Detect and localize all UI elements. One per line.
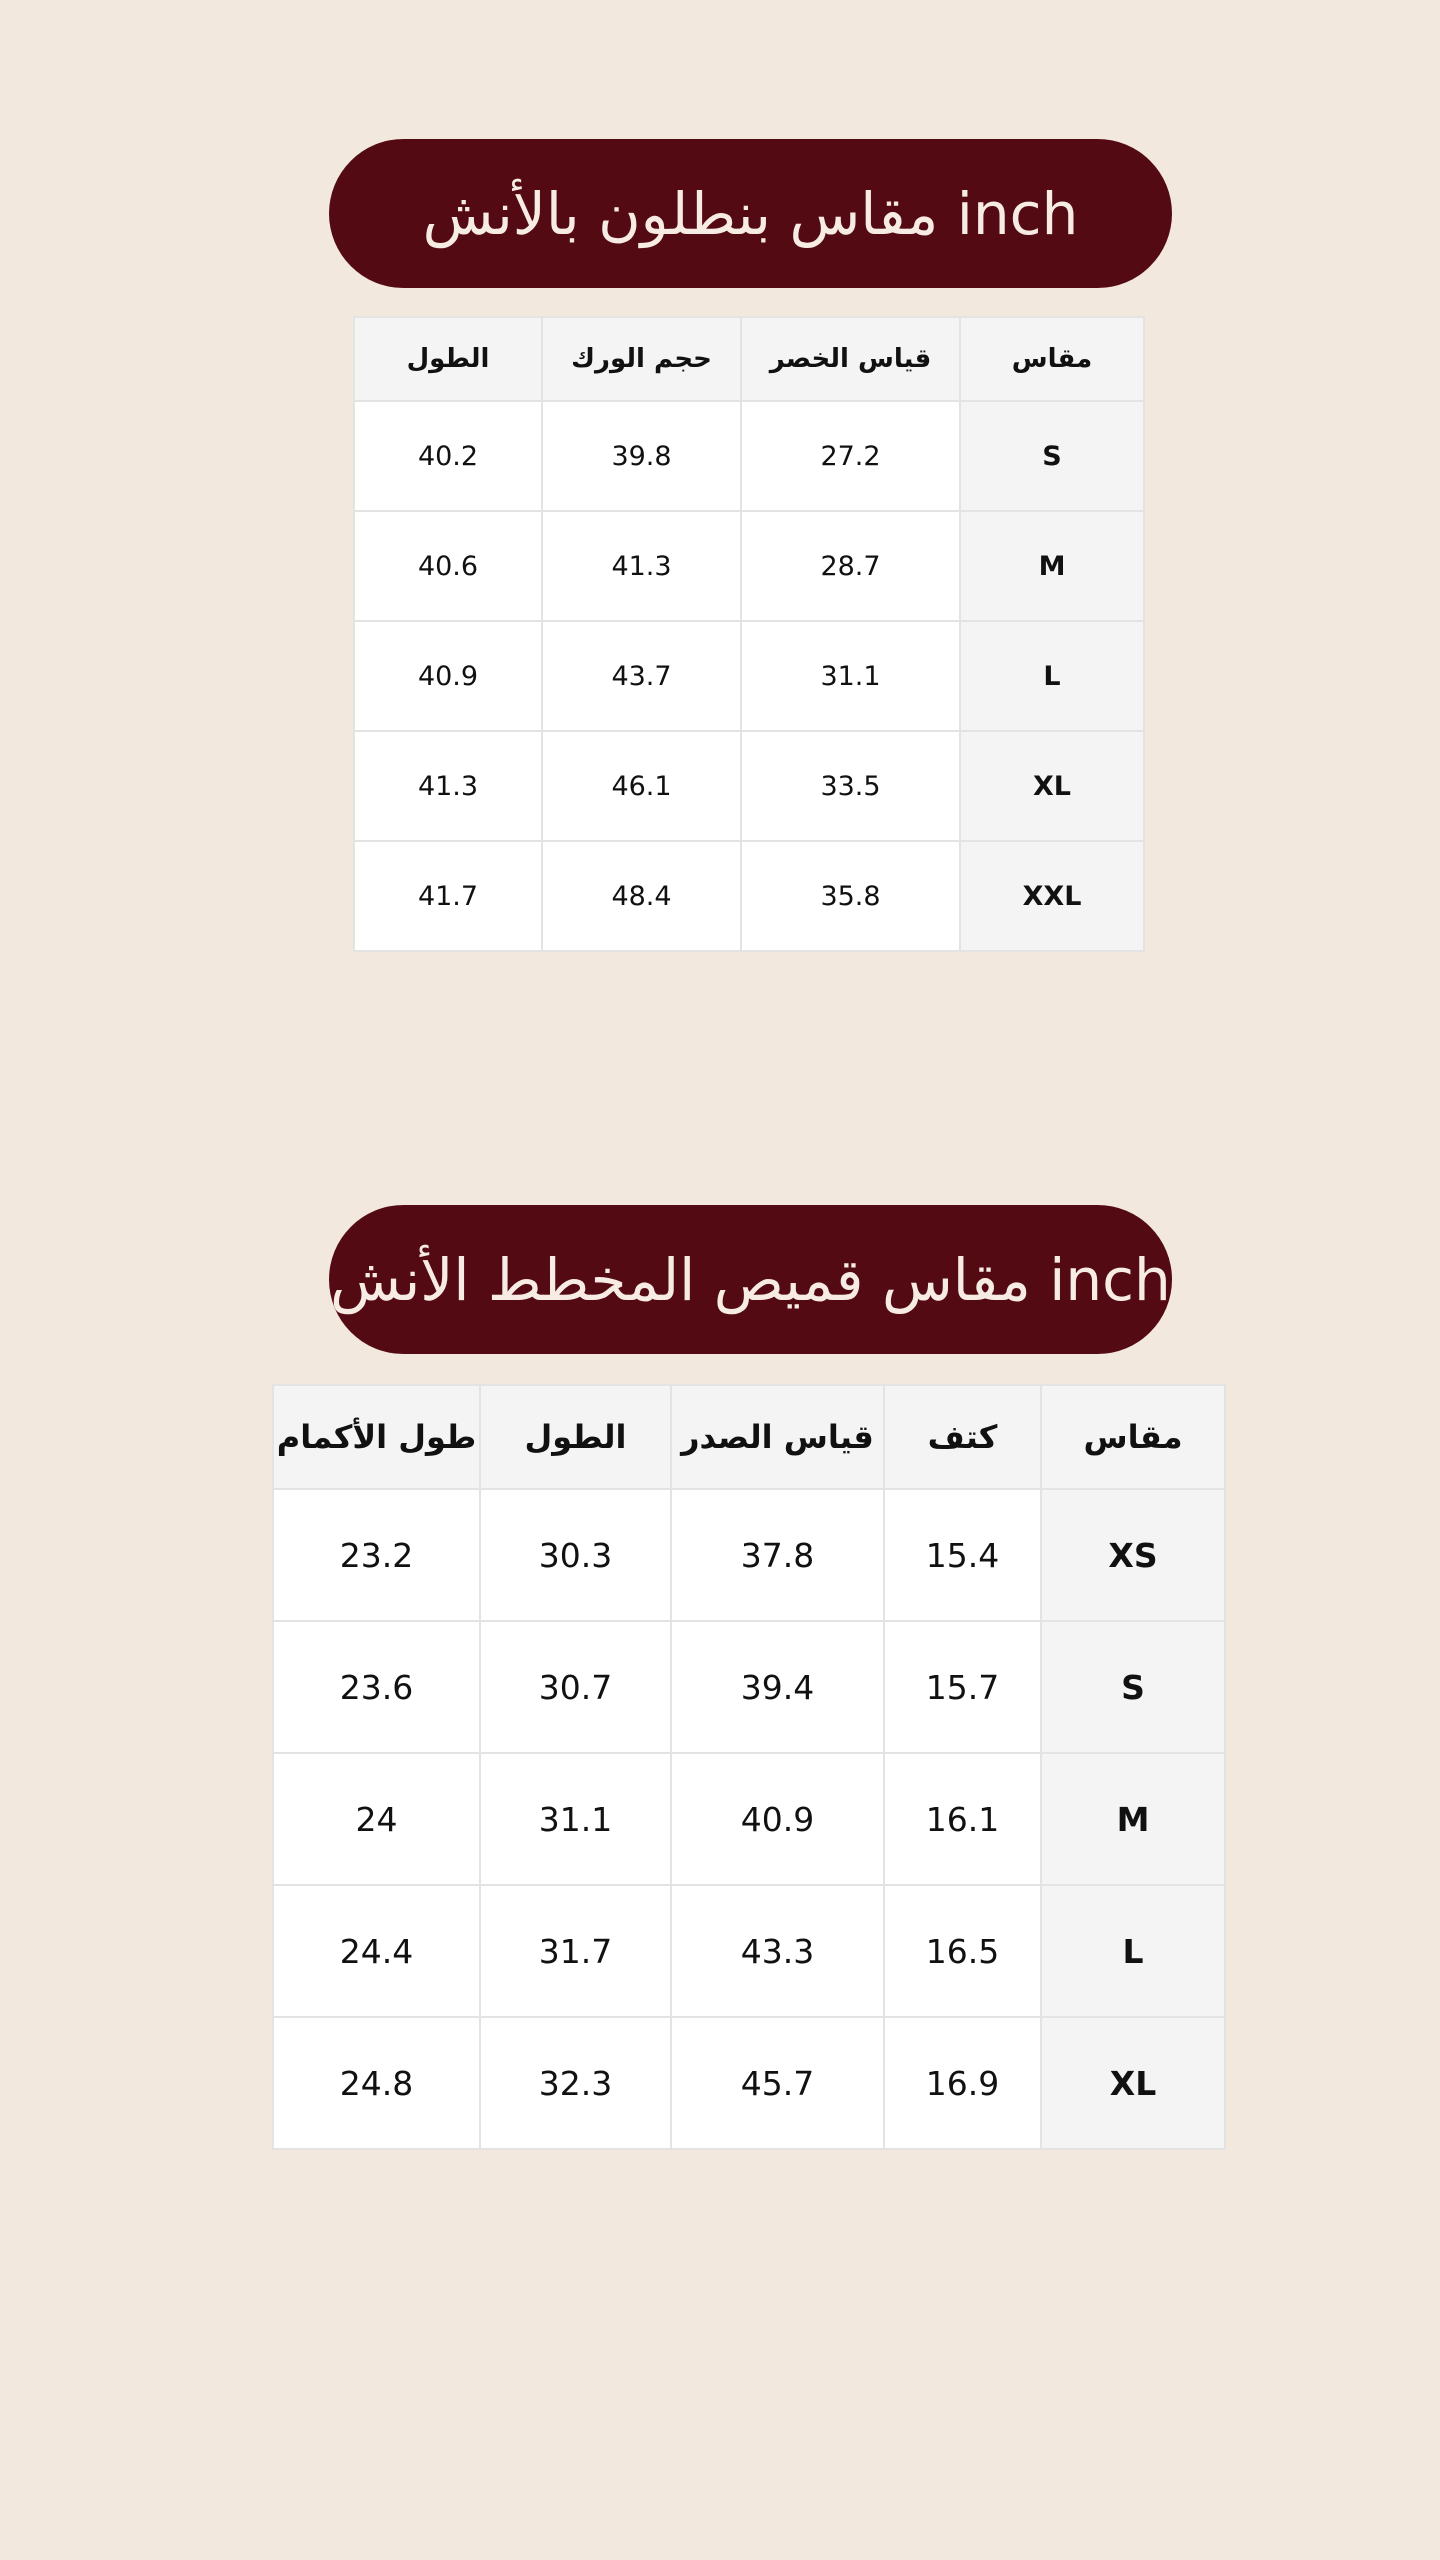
table-row	[273, 2017, 1225, 2149]
length-cell: 40.9	[354, 621, 542, 731]
length-cell: 31.7	[480, 1885, 671, 2017]
size-cell: M	[1041, 1753, 1225, 1885]
column-header-size: مقاس	[1041, 1385, 1225, 1489]
column-header-length: الطول	[354, 317, 542, 401]
chest-cell: 45.7	[671, 2017, 884, 2149]
column-header-shoulder: كتف	[884, 1385, 1041, 1489]
waist-cell: 27.2	[741, 401, 960, 511]
pants-title-banner	[329, 139, 1172, 288]
table-row	[273, 1885, 1225, 2017]
chest-cell: 39.4	[671, 1621, 884, 1753]
sleeve-cell: 23.6	[273, 1621, 480, 1753]
size-cell: XL	[1041, 2017, 1225, 2149]
table-row	[354, 401, 1144, 511]
column-header-chest: قياس الصدر	[671, 1385, 884, 1489]
length-cell: 32.3	[480, 2017, 671, 2149]
waist-cell: 35.8	[741, 841, 960, 951]
column-header-sleeve: طول الأكمام	[273, 1385, 480, 1489]
table-row	[354, 841, 1144, 951]
size-cell: XS	[1041, 1489, 1225, 1621]
sleeve-cell: 24.4	[273, 1885, 480, 2017]
length-cell: 30.3	[480, 1489, 671, 1621]
table-row	[354, 621, 1144, 731]
chest-cell: 40.9	[671, 1753, 884, 1885]
hip-cell: 46.1	[542, 731, 741, 841]
length-cell: 41.3	[354, 731, 542, 841]
pants-size-table	[353, 316, 1145, 952]
shoulder-cell: 15.7	[884, 1621, 1041, 1753]
size-cell: XXL	[960, 841, 1144, 951]
table-row	[273, 1489, 1225, 1621]
shoulder-cell: 16.9	[884, 2017, 1041, 2149]
hip-cell: 41.3	[542, 511, 741, 621]
size-cell: XL	[960, 731, 1144, 841]
size-cell: L	[1041, 1885, 1225, 2017]
chest-cell: 43.3	[671, 1885, 884, 2017]
waist-cell: 28.7	[741, 511, 960, 621]
table-header-row	[354, 317, 1144, 401]
table-row	[273, 1753, 1225, 1885]
hip-cell: 39.8	[542, 401, 741, 511]
length-cell: 30.7	[480, 1621, 671, 1753]
hip-cell: 43.7	[542, 621, 741, 731]
shoulder-cell: 16.5	[884, 1885, 1041, 2017]
size-cell: S	[960, 401, 1144, 511]
size-cell: S	[1041, 1621, 1225, 1753]
table-row	[354, 731, 1144, 841]
column-header-size: مقاس	[960, 317, 1144, 401]
sleeve-cell: 24.8	[273, 2017, 480, 2149]
shirt-title-banner	[329, 1205, 1172, 1354]
sleeve-cell: 24	[273, 1753, 480, 1885]
length-cell: 31.1	[480, 1753, 671, 1885]
column-header-hip: حجم الورك	[542, 317, 741, 401]
hip-cell: 48.4	[542, 841, 741, 951]
shoulder-cell: 16.1	[884, 1753, 1041, 1885]
length-cell: 41.7	[354, 841, 542, 951]
table-row	[273, 1621, 1225, 1753]
column-header-length: الطول	[480, 1385, 671, 1489]
table-header-row	[273, 1385, 1225, 1489]
table-row	[354, 511, 1144, 621]
size-cell: M	[960, 511, 1144, 621]
shirt-title: مقاس قميص المخطط الأنش inch	[330, 1245, 1171, 1314]
waist-cell: 31.1	[741, 621, 960, 731]
length-cell: 40.2	[354, 401, 542, 511]
chest-cell: 37.8	[671, 1489, 884, 1621]
shoulder-cell: 15.4	[884, 1489, 1041, 1621]
length-cell: 40.6	[354, 511, 542, 621]
shirt-size-table	[272, 1384, 1226, 2150]
size-cell: L	[960, 621, 1144, 731]
column-header-waist: قياس الخصر	[741, 317, 960, 401]
sleeve-cell: 23.2	[273, 1489, 480, 1621]
pants-title: مقاس بنطلون بالأنش inch	[422, 179, 1079, 248]
waist-cell: 33.5	[741, 731, 960, 841]
